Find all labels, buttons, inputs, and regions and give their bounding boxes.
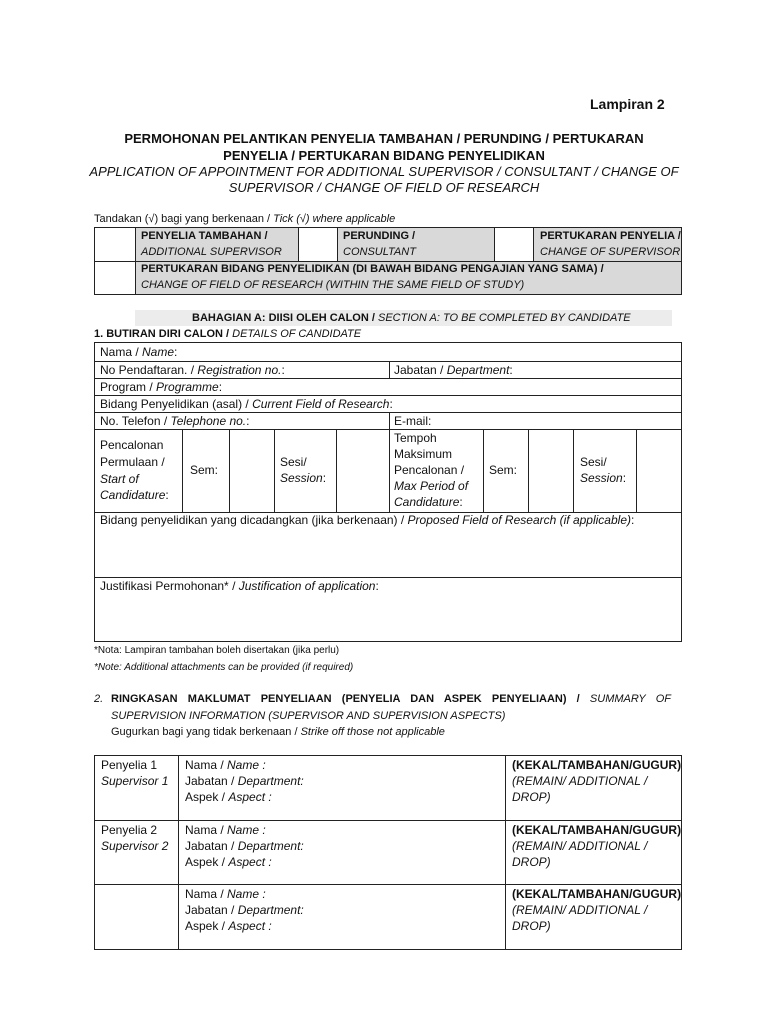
- opt-change-supervisor-en: CHANGE OF SUPERVISOR: [540, 246, 681, 258]
- opt-additional-supervisor-en: ADDITIONAL SUPERVISOR: [141, 246, 282, 258]
- justification-field[interactable]: Justifikasi Permohonan* / Justification of application:: [100, 579, 379, 593]
- supervisor-2-status-en-1: (REMAIN/ ADDITIONAL /: [512, 839, 648, 853]
- supervisor-3-department[interactable]: Jabatan / Department:: [185, 903, 304, 917]
- opt-consultant-ms: PERUNDING /: [343, 230, 416, 242]
- programme-field[interactable]: Program / Programme:: [100, 380, 223, 394]
- supervisor-1-status-ms[interactable]: (KEKAL/TAMBAHAN/GUGUR): [512, 758, 682, 772]
- section-2-number: 2.: [94, 693, 104, 705]
- max-sem-input[interactable]: [530, 431, 572, 510]
- supervisor-3-aspect[interactable]: Aspek / Aspect :: [185, 919, 272, 933]
- supervisor-2-label-ms: Penyelia 2: [101, 823, 158, 837]
- supervisor-3-name[interactable]: Nama / Name :: [185, 887, 266, 901]
- title-line-2: PENYELIA / PERTUKARAN BIDANG PENYELIDIKAN: [223, 148, 545, 163]
- opt-change-field-ms: PERTUKARAN BIDANG PENYELIDIKAN (DI BAWAH BIDANG PENGAJIAN YANG SAMA) /: [141, 263, 604, 275]
- max-session-label-2: Session:: [580, 471, 627, 485]
- supervisor-2-status-en-2: DROP): [512, 855, 551, 869]
- start-sem-input[interactable]: [231, 431, 273, 510]
- start-session-label-1: Sesi/: [280, 455, 307, 469]
- start-sem-label: Sem:: [190, 463, 219, 477]
- subtitle-line-2: SUPERVISOR / CHANGE OF FIELD OF RESEARCH: [228, 180, 540, 195]
- department-field[interactable]: Jabatan / Department:: [394, 363, 513, 377]
- tick-instruction: Tandakan (√) bagi yang berkenaan / Tick (√) where applicable: [94, 213, 396, 225]
- start-candidature-label-4: Candidature:: [100, 488, 169, 502]
- opt-additional-supervisor-ms: PENYELIA TAMBAHAN /: [141, 230, 268, 242]
- supervisor-3-status-en-2: DROP): [512, 919, 551, 933]
- name-field[interactable]: Nama / Name:: [100, 345, 178, 359]
- max-sem-label: Sem:: [489, 463, 518, 477]
- registration-field[interactable]: No Pendaftaran. / Registration no.:: [100, 363, 285, 377]
- proposed-field-of-research[interactable]: Bidang penyelidikan yang dicadangkan (jika berkenaan) / Proposed Field of Research (if applicable):: [100, 513, 635, 527]
- max-session-label-1: Sesi/: [580, 455, 607, 469]
- supervisor-2-status-ms[interactable]: (KEKAL/TAMBAHAN/GUGUR): [512, 823, 682, 837]
- start-candidature-label-3: Start of: [100, 472, 139, 486]
- tick-box-additional-supervisor[interactable]: [97, 230, 132, 258]
- max-period-label-4: Max Period of: [394, 479, 469, 493]
- max-period-label-1: Tempoh: [394, 431, 437, 445]
- max-period-label-3: Pencalonan /: [394, 463, 465, 477]
- supervisor-1-aspect[interactable]: Aspek / Aspect :: [185, 790, 272, 804]
- tick-box-consultant[interactable]: [301, 230, 334, 258]
- note-ms: *Nota: Lampiran tambahan boleh disertakan (jika perlu): [94, 645, 340, 656]
- supervisor-1-label-en: Supervisor 1: [101, 774, 169, 788]
- start-candidature-label-1: Pencalonan: [100, 438, 164, 452]
- note-en: *Note: Additional attachments can be provided (if required): [94, 662, 354, 673]
- supervisor-2-department[interactable]: Jabatan / Department:: [185, 839, 304, 853]
- supervisor-1-label-ms: Penyelia 1: [101, 758, 158, 772]
- supervisor-1-name[interactable]: Nama / Name :: [185, 758, 266, 772]
- opt-change-supervisor-ms: PERTUKARAN PENYELIA /: [540, 230, 681, 242]
- strike-instruction: Gugurkan bagi yang tidak berkenaan / Strike off those not applicable: [111, 726, 445, 738]
- section-a-heading: BAHAGIAN A: DIISI OLEH CALON / SECTION A: TO BE COMPLETED BY CANDIDATE: [192, 312, 631, 324]
- start-session-input[interactable]: [338, 431, 388, 510]
- max-period-label-5: Candidature:: [394, 495, 463, 509]
- supervisor-1-status-en-2: DROP): [512, 790, 551, 804]
- start-candidature-label-2: Permulaan /: [100, 455, 165, 469]
- supervisor-2-label-en: Supervisor 2: [101, 839, 169, 853]
- current-field-of-research[interactable]: Bidang Penyelidikan (asal) / Current Field of Research:: [100, 397, 393, 411]
- supervisor-1-department[interactable]: Jabatan / Department:: [185, 774, 304, 788]
- lampiran-label: Lampiran 2: [590, 96, 665, 112]
- supervisor-1-status-en-1: (REMAIN/ ADDITIONAL /: [512, 774, 648, 788]
- title-line-1: PERMOHONAN PELANTIKAN PENYELIA TAMBAHAN / PERUNDING / PERTUKARAN: [124, 131, 644, 146]
- max-period-label-2: Maksimum: [394, 447, 453, 461]
- supervisor-2-aspect[interactable]: Aspek / Aspect :: [185, 855, 272, 869]
- start-session-label-2: Session:: [280, 471, 327, 485]
- supervisor-3-status-ms[interactable]: (KEKAL/TAMBAHAN/GUGUR): [512, 887, 682, 901]
- email-field[interactable]: E-mail:: [394, 414, 432, 428]
- max-session-input[interactable]: [638, 431, 680, 510]
- subtitle-line-1: APPLICATION OF APPOINTMENT FOR ADDITIONAL SUPERVISOR / CONSULTANT / CHANGE OF: [89, 164, 679, 179]
- supervisor-2-name[interactable]: Nama / Name :: [185, 823, 266, 837]
- opt-change-field-en: CHANGE OF FIELD OF RESEARCH (WITHIN THE SAME FIELD OF STUDY): [141, 279, 525, 291]
- section-2-heading-cont: SUPERVISION INFORMATION (SUPERVISOR AND SUPERVISION ASPECTS): [111, 710, 506, 722]
- part-1-heading: 1. BUTIRAN DIRI CALON / DETAILS OF CANDIDATE: [94, 328, 362, 340]
- opt-consultant-en: CONSULTANT: [343, 246, 416, 258]
- supervisor-3-status-en-1: (REMAIN/ ADDITIONAL /: [512, 903, 648, 917]
- tick-box-change-supervisor[interactable]: [497, 230, 530, 258]
- tick-box-change-field[interactable]: [97, 264, 132, 292]
- section-2-heading: RINGKASAN MAKLUMAT PENYELIAAN (PENYELIA DAN ASPEK PENYELIAAN) / SUMMARY OF: [111, 693, 671, 705]
- telephone-field[interactable]: No. Telefon / Telephone no.:: [100, 414, 250, 428]
